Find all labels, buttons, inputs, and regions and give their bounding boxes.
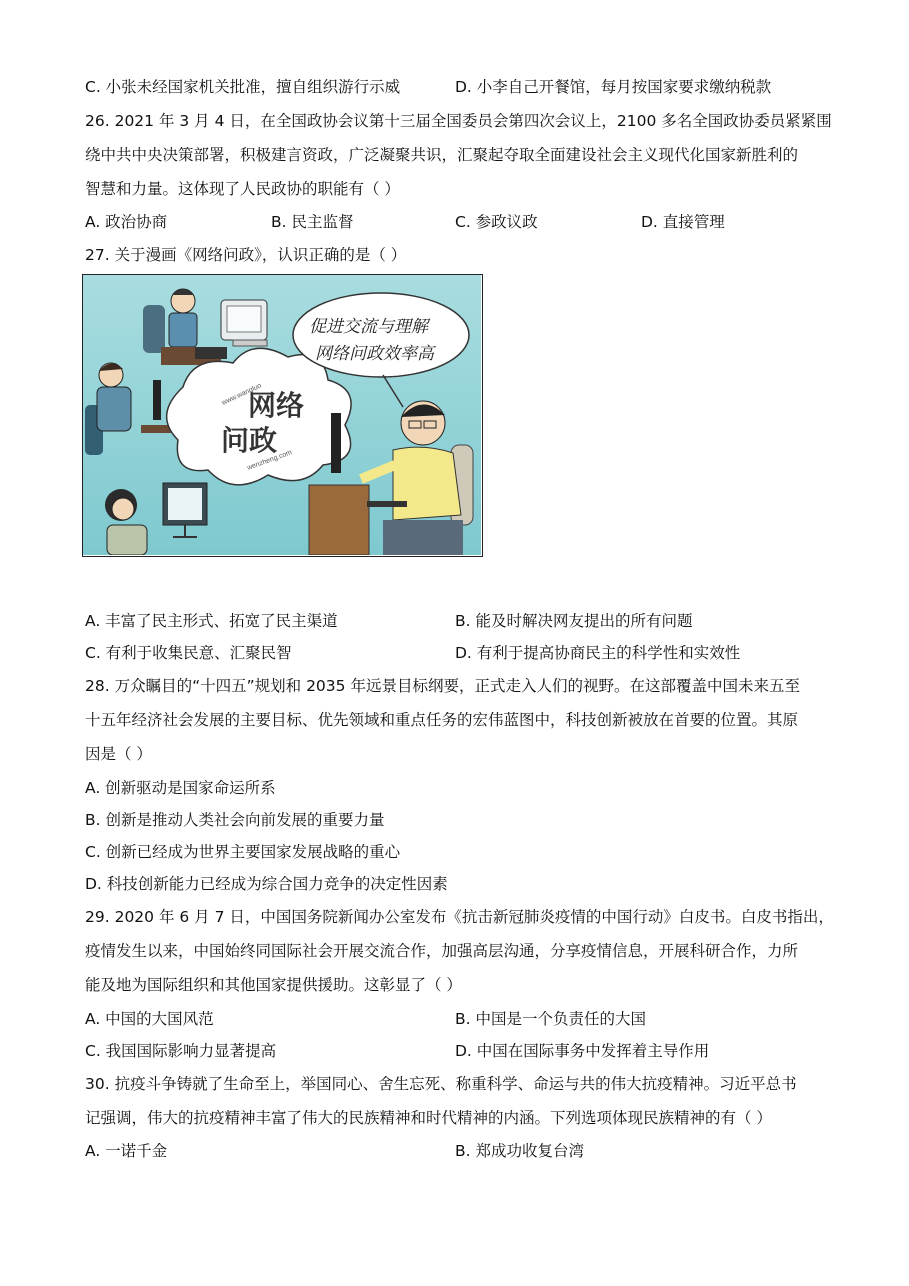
- q26-stem-line2: 绕中共中央决策部署，积极建言资政，广泛凝聚共识，汇聚起夺取全面建设社会主义现代化国家新胜利的: [85, 146, 799, 164]
- q26-stem-line3: 智慧和力量。这体现了人民政协的职能有（ ）: [85, 180, 400, 198]
- q28-option-a: A. 创新驱动是国家命运所系: [85, 779, 276, 797]
- q26-option-c: C. 参政议政: [455, 213, 538, 231]
- q28-option-b: B. 创新是推动人类社会向前发展的重要力量: [85, 811, 385, 829]
- cloud-url-1: www.wangluo: [220, 382, 263, 407]
- speech-line1: 促进交流与理解: [309, 317, 428, 337]
- q29-stem-line3: 能及地为国际组织和其他国家提供援助。这彰显了（ ）: [85, 976, 462, 994]
- q27-option-b: B. 能及时解决网友提出的所有问题: [455, 612, 693, 630]
- q28-option-c: C. 创新已经成为世界主要国家发展战略的重心: [85, 843, 401, 861]
- q29-option-d: D. 中国在国际事务中发挥着主导作用: [455, 1042, 710, 1060]
- q28-stem-line2: 十五年经济社会发展的主要目标、优先领域和重点任务的宏伟蓝图中，科技创新被放在首要的位置。其原: [85, 711, 799, 729]
- q25-option-c: C. 小张未经国家机关批准，擅自组织游行示威: [85, 78, 401, 96]
- q27-stem: 27. 关于漫画《网络问政》，认识正确的是（ ）: [85, 246, 407, 264]
- q27-option-a: A. 丰富了民主形式、拓宽了民主渠道: [85, 612, 338, 630]
- q29-stem-line2: 疫情发生以来，中国始终同国际社会开展交流合作，加强高层沟通，分享疫情信息，开展科研合作，力所: [85, 942, 799, 960]
- q30-stem-line1: 30. 抗疫斗争铸就了生命至上，举国同心、舍生忘死、称重科学、命运与共的伟大抗疫精神。习近平总书: [85, 1075, 797, 1093]
- q26-option-b: B. 民主监督: [271, 213, 354, 231]
- q27-option-d: D. 有利于提高协商民主的科学性和实效性: [455, 644, 741, 662]
- q26-option-a: A. 政治协商: [85, 213, 168, 231]
- q26-option-d: D. 直接管理: [641, 213, 725, 231]
- q29-stem-line1: 29. 2020 年 6 月 7 日，中国国务院新闻办公室发布《抗击新冠肺炎疫情的中国行动》白皮书。白皮书指出，: [85, 908, 834, 926]
- cloud-text-line2: 问政: [221, 424, 278, 457]
- q30-option-b: B. 郑成功收复台湾: [455, 1142, 584, 1160]
- q30-stem-line2: 记强调，伟大的抗疫精神丰富了伟大的民族精神和时代精神的内涵。下列选项体现民族精神的有（ ）: [85, 1109, 772, 1127]
- speech-line2: 网络问政效率高: [315, 344, 434, 364]
- cloud-url-2: wenzheng.com: [246, 449, 293, 472]
- q28-option-d: D. 科技创新能力已经成为综合国力竞争的决定性因素: [85, 875, 448, 893]
- comic-online-governance: [82, 274, 483, 557]
- q25-option-d: D. 小李自己开餐馆，每月按国家要求缴纳税款: [455, 78, 772, 96]
- q27-option-c: C. 有利于收集民意、汇聚民智: [85, 644, 292, 662]
- q26-stem-line1: 26. 2021 年 3 月 4 日，在全国政协会议第十三届全国委员会第四次会议上，2100 多名全国政协委员紧紧围: [85, 112, 832, 130]
- q30-option-a: A. 一诺千金: [85, 1142, 168, 1160]
- q29-option-b: B. 中国是一个负责任的大国: [455, 1010, 646, 1028]
- cloud-bubble: [167, 348, 351, 485]
- q29-option-a: A. 中国的大国风范: [85, 1010, 214, 1028]
- q28-stem-line3: 因是（ ）: [85, 745, 152, 763]
- cloud-text-line1: 网络: [248, 389, 305, 422]
- q28-stem-line1: 28. 万众瞩目的“十四五”规划和 2035 年远景目标纲要，正式走入人们的视野。在这部覆盖中国未来五至: [85, 677, 800, 695]
- q29-option-c: C. 我国国际影响力显著提高: [85, 1042, 277, 1060]
